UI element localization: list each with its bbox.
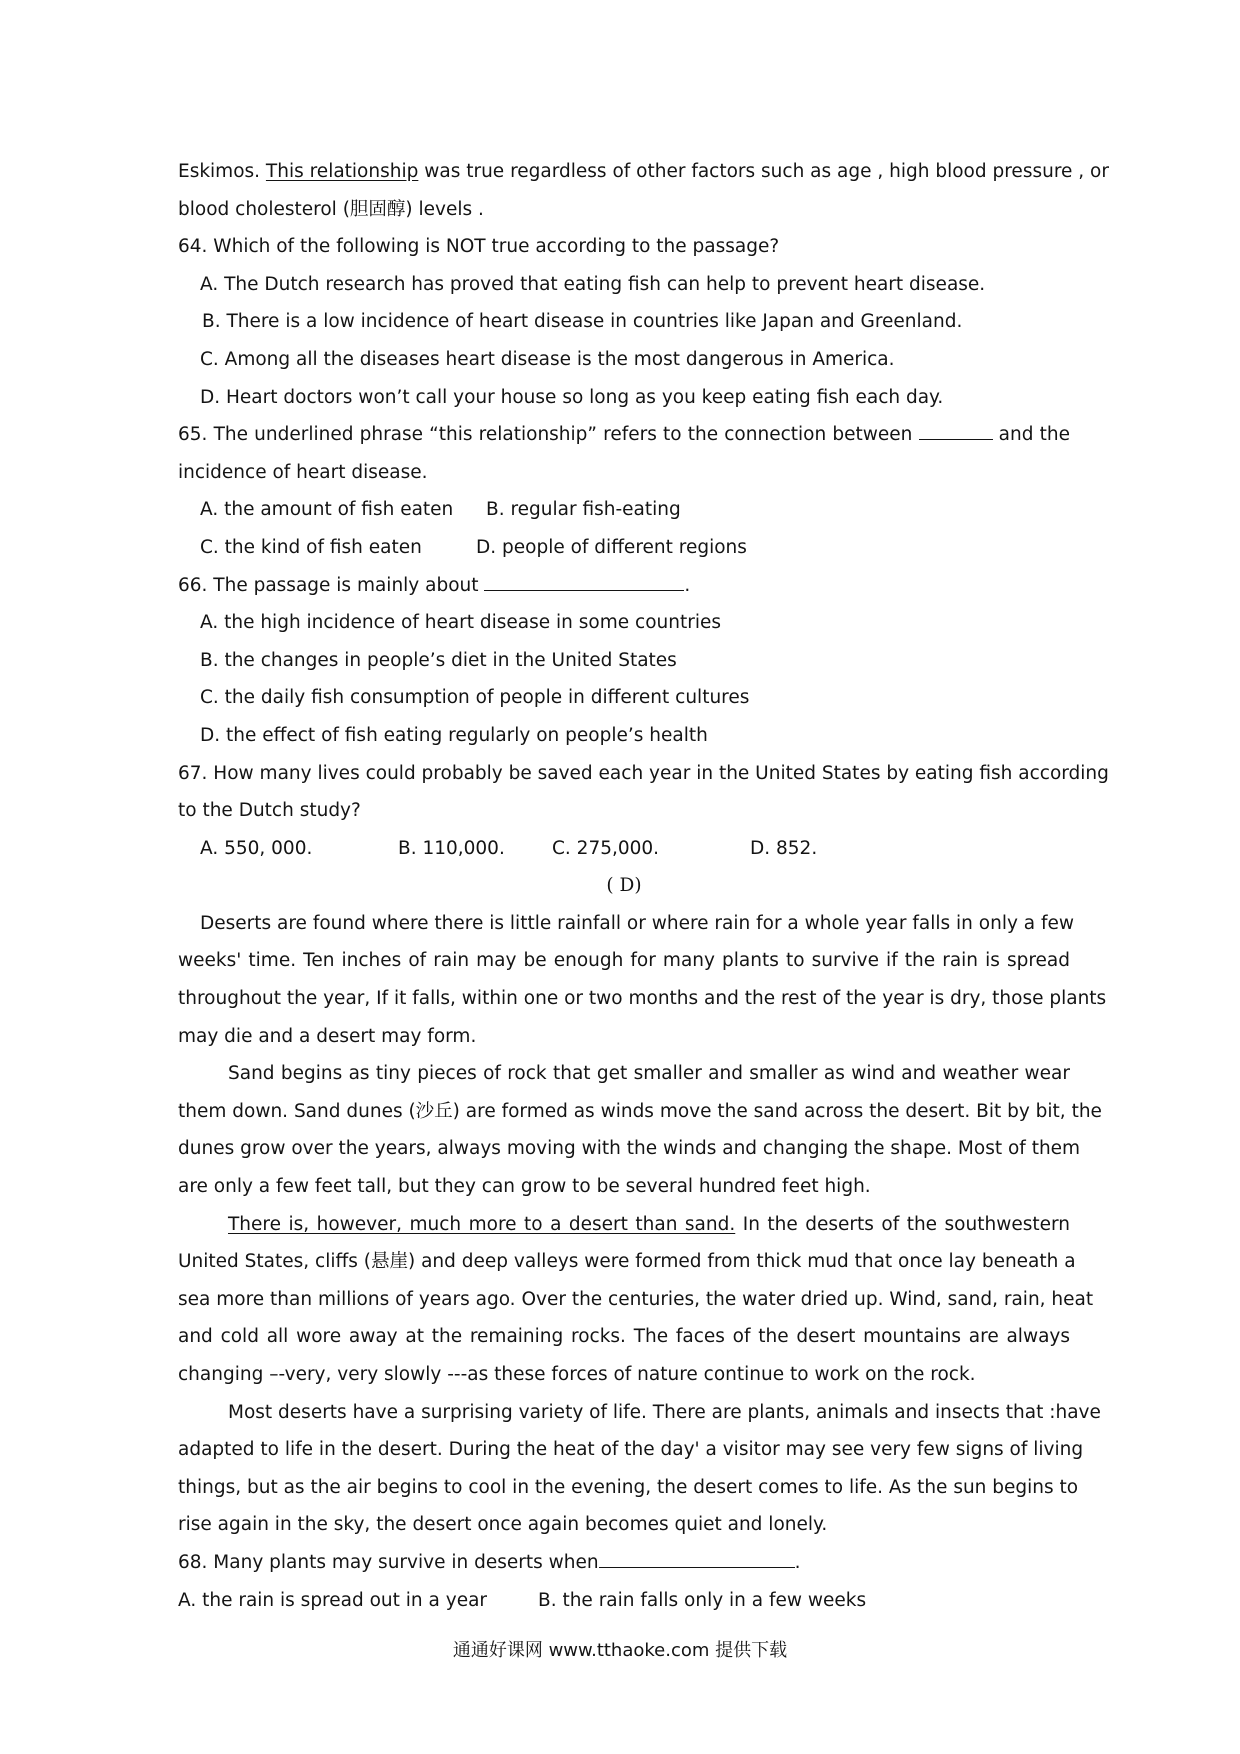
passage-d-p2-line: are only a few feet tall, but they can grow to be several hundred feet high. <box>178 1176 871 1198</box>
text-span: 68. Many plants may survive in deserts when <box>178 1551 599 1573</box>
question-67-option-b: B. 110,000. <box>398 837 505 859</box>
text-span: 66. The passage is mainly about <box>178 574 479 596</box>
question-66-option-c: C. the daily fish consumption of people in different cultures <box>200 687 750 709</box>
text-span: Eskimos. <box>178 161 266 182</box>
answer-blank <box>919 419 993 440</box>
passage-d-p3-line <box>178 1206 1070 1244</box>
question-65-options-row <box>178 529 1070 567</box>
question-67-option-d: D. 852. <box>750 837 818 859</box>
question-68-option-a: A. the rain is spread out in a year <box>178 1589 488 1611</box>
question-66-stem <box>178 567 1070 605</box>
page-footer: 通通好课网 www.tthaoke.com 提供下载 <box>452 1640 788 1661</box>
question-65-stem <box>178 416 1070 454</box>
question-68-stem <box>178 1544 1070 1582</box>
passage-c-line: blood cholesterol (胆固醇) levels . <box>178 198 484 220</box>
passage-d-p2-line: dunes grow over the years, always moving with the winds and changing the shape. Most of them <box>178 1138 1081 1160</box>
question-65-option-d: D. people of different regions <box>476 536 747 558</box>
question-66-option-d: D. the effect of fish eating regularly on people’s health <box>200 724 708 746</box>
question-67-stem: 67. How many lives could probably be saved each year in the United States by eating fish according <box>178 762 1109 784</box>
question-64-option-b: B. There is a low incidence of heart disease in countries like Japan and Greenland. <box>202 311 963 333</box>
answer-blank <box>599 1547 795 1568</box>
text-span: In the deserts of the southwestern <box>735 1213 1070 1235</box>
question-66-option-a: A. the high incidence of heart disease in some countries <box>200 612 721 634</box>
passage-d-p3-line: United States, cliffs (悬崖) and deep valleys were formed from thick mud that once lay beneath a <box>178 1251 1076 1273</box>
passage-d-p3-line: and cold all wore away at the remaining rocks. The faces of the desert mountains are always <box>178 1326 1070 1348</box>
passage-c-line <box>178 153 1109 191</box>
answer-blank <box>484 570 684 591</box>
question-65-option-a: A. the amount of fish eaten <box>200 499 454 521</box>
section-heading: ( D) <box>606 875 642 897</box>
passage-d-p1-line: throughout the year, If it falls, within one or two months and the rest of the year is dry, those plants <box>178 988 1107 1010</box>
document-page <box>178 153 1109 1619</box>
question-65-option-b: B. regular fish-eating <box>486 499 681 521</box>
question-68-options-row <box>178 1582 1070 1620</box>
question-67-option-c: C. 275,000. <box>552 837 660 859</box>
text-span: 65. The underlined phrase “this relationship” refers to the connection between <box>178 424 913 446</box>
passage-d-p1-line: Deserts are found where there is little rainfall or where rain for a whole year falls in only a few <box>200 912 1075 934</box>
question-67-stem-cont: to the Dutch study? <box>178 800 361 822</box>
passage-d-p2-line: them down. Sand dunes (沙丘) are formed as winds move the sand across the desert. Bit by bit, the <box>178 1100 1102 1122</box>
passage-d-p4-line: things, but as the air begins to cool in the evening, the desert comes to life. As the sun begins to <box>178 1476 1079 1498</box>
question-64-option-c: C. Among all the diseases heart disease is the most dangerous in America. <box>200 348 895 370</box>
question-67-options-row <box>178 830 1070 868</box>
question-64-option-a: A. The Dutch research has proved that eating fish can help to prevent heart disease. <box>200 273 986 295</box>
question-65-option-c: C. the kind of fish eaten <box>200 536 422 558</box>
question-65-options-row <box>178 491 1070 529</box>
question-64-option-d: D. Heart doctors won’t call your house so long as you keep eating fish each day. <box>200 386 944 408</box>
passage-d-p1-line: may die and a desert may form. <box>178 1025 477 1047</box>
question-65-stem-cont: incidence of heart disease. <box>178 461 428 483</box>
text-span: . <box>794 1551 801 1573</box>
underlined-phrase: This relationship <box>265 161 419 182</box>
underlined-sentence: There is, however, much more to a desert than sand. <box>228 1213 736 1235</box>
text-span: and the <box>998 424 1070 446</box>
passage-d-p4-line: rise again in the sky, the desert once again becomes quiet and lonely. <box>178 1514 828 1536</box>
passage-d-p3-line: sea more than millions of years ago. Over the centuries, the water dried up. Wind, sand, rain, heat <box>178 1288 1094 1310</box>
passage-d-p4-line: adapted to life in the desert. During the heat of the day' a visitor may see very few signs of living <box>178 1439 1084 1461</box>
question-64-stem: 64. Which of the following is NOT true according to the passage? <box>178 236 780 258</box>
question-66-option-b: B. the changes in people’s diet in the United States <box>200 649 677 671</box>
passage-d-p1-line: weeks' time. Ten inches of rain may be enough for many plants to survive if the rain is spread <box>178 950 1070 972</box>
question-67-option-a: A. 550, 000. <box>200 837 313 859</box>
question-68-option-b: B. the rain falls only in a few weeks <box>538 1589 867 1611</box>
text-span: was true regardless of other factors such as age , high blood pressure , or <box>418 161 1109 182</box>
passage-d-p3-line: changing –-very, very slowly ---as these forces of nature continue to work on the rock. <box>178 1364 976 1385</box>
passage-d-p2-line: Sand begins as tiny pieces of rock that get smaller and smaller as wind and weather wear <box>228 1063 1070 1085</box>
passage-d-p4-line: Most deserts have a surprising variety of life. There are plants, animals and insects that :have <box>228 1401 1101 1423</box>
text-span: . <box>684 574 691 596</box>
